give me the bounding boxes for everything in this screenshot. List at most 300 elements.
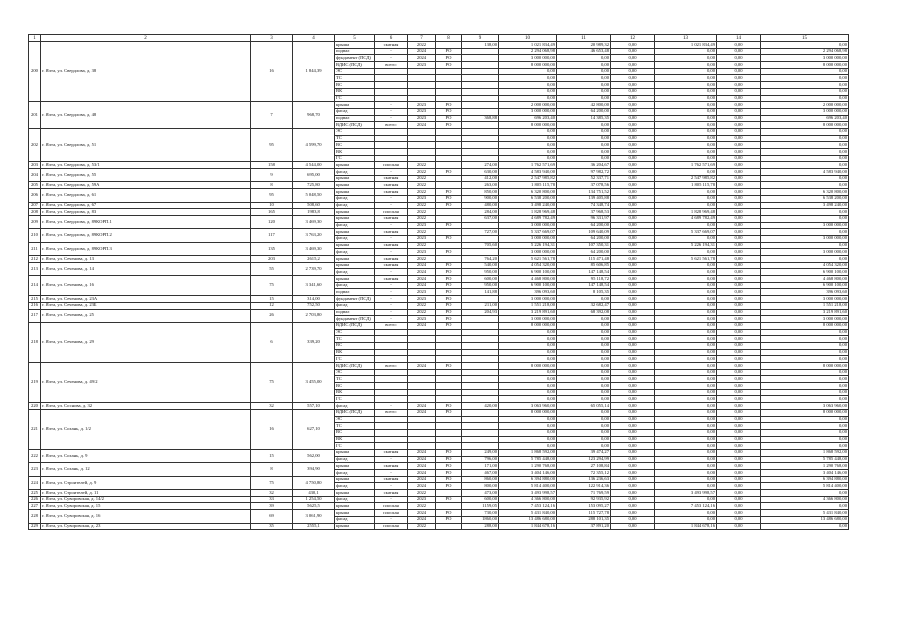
data-cell: 0,00 bbox=[611, 510, 655, 517]
table-row bbox=[29, 42, 849, 49]
data-cell: 0,00 bbox=[717, 322, 761, 329]
data-cell: 3 000 000,00 bbox=[761, 296, 849, 303]
data-cell: 0,00 bbox=[611, 195, 655, 202]
data-cell: 0,00 bbox=[655, 309, 717, 316]
data-cell: скатная bbox=[375, 42, 408, 49]
column-number-cell: 12 bbox=[611, 35, 655, 42]
data-cell: 0,00 bbox=[761, 369, 849, 376]
data-cell: 0,00 bbox=[717, 309, 761, 316]
data-cell: 3 000 000,00 bbox=[499, 55, 557, 62]
data-cell: плоская bbox=[375, 503, 408, 510]
data-cell: 0,00 bbox=[611, 235, 655, 242]
data-cell: 800,00 bbox=[462, 483, 499, 490]
data-cell: РО bbox=[436, 235, 462, 242]
column-3-cell: 15 bbox=[251, 296, 293, 303]
data-cell: 6 394 880,00 bbox=[499, 476, 557, 483]
data-cell: 0,00 bbox=[761, 443, 849, 450]
data-cell: РО bbox=[436, 276, 462, 283]
data-cell: 368,88 bbox=[462, 115, 499, 122]
address-cell: г. Ялта, ул. Свердлова, д. 48 bbox=[41, 102, 251, 129]
data-cell: 0,00 bbox=[611, 202, 655, 209]
data-cell: РО bbox=[436, 102, 462, 109]
data-cell: 0,00 bbox=[611, 142, 655, 149]
data-cell: 0,00 bbox=[557, 342, 611, 349]
address-cell: г. Ялта, ул. Суворовская, д. 16 bbox=[41, 510, 251, 523]
data-cell: 396 093,60 bbox=[761, 289, 849, 296]
data-cell: 95 118,72 bbox=[557, 276, 611, 283]
data-cell: 0,00 bbox=[655, 235, 717, 242]
data-cell: 0,00 bbox=[557, 363, 611, 370]
data-cell: 3 063 960,00 bbox=[761, 403, 849, 410]
data-cell: 72 355,12 bbox=[557, 470, 611, 477]
table-row bbox=[29, 242, 849, 249]
data-cell: 0,00 bbox=[611, 282, 655, 289]
data-cell: 0,00 bbox=[611, 376, 655, 383]
data-cell: 2022 bbox=[408, 490, 436, 497]
data-cell: 1 828 969,48 bbox=[655, 209, 717, 216]
data-cell bbox=[436, 423, 462, 430]
address-cell: г. Ялта, ул. Сеченова, д. 13 bbox=[41, 256, 251, 263]
data-cell: 0,00 bbox=[655, 443, 717, 450]
data-cell: 0,00 bbox=[717, 436, 761, 443]
data-cell: 0,00 bbox=[499, 429, 557, 436]
area-cell: 1983,8 bbox=[293, 209, 335, 216]
data-cell bbox=[462, 75, 499, 82]
column-3-cell: 33 bbox=[251, 496, 293, 503]
column-3-cell: 32 bbox=[251, 490, 293, 497]
address-cell: г. Ялта, ул. Суворовская, д. 23 bbox=[41, 523, 251, 530]
data-cell: 2022 bbox=[408, 182, 436, 189]
data-cell: 0,00 bbox=[499, 369, 557, 376]
data-cell: фасад bbox=[335, 222, 375, 229]
data-cell: 0,00 bbox=[655, 75, 717, 82]
data-cell: 109 640,09 bbox=[557, 229, 611, 236]
data-cell: 0,00 bbox=[717, 523, 761, 530]
data-cell bbox=[436, 429, 462, 436]
data-cell: 2022 bbox=[408, 189, 436, 196]
area-cell: 339,20 bbox=[293, 322, 335, 362]
data-cell: 2023 bbox=[408, 496, 436, 503]
data-cell: 20 989,32 bbox=[557, 42, 611, 49]
table-row bbox=[29, 229, 849, 236]
data-cell: 0,00 bbox=[655, 55, 717, 62]
data-cell: 2024 bbox=[408, 449, 436, 456]
data-cell: 1 828 969,48 bbox=[499, 209, 557, 216]
column-3-cell: 75 bbox=[251, 476, 293, 489]
data-cell: подвал bbox=[335, 48, 375, 55]
data-cell bbox=[436, 242, 462, 249]
data-cell: 0,00 bbox=[655, 476, 717, 483]
data-cell: 0,00 bbox=[557, 62, 611, 69]
column-number-cell: 11 bbox=[557, 35, 611, 42]
data-cell: - bbox=[375, 115, 408, 122]
data-cell: - bbox=[375, 483, 408, 490]
data-cell bbox=[462, 329, 499, 336]
data-cell: 6 900 100,00 bbox=[761, 282, 849, 289]
table-row bbox=[29, 449, 849, 456]
data-cell: ГС bbox=[335, 443, 375, 450]
data-cell: 0,00 bbox=[717, 329, 761, 336]
data-cell bbox=[436, 229, 462, 236]
data-cell bbox=[408, 383, 436, 390]
row-number-cell: 204 bbox=[29, 169, 41, 182]
data-cell: РО bbox=[436, 269, 462, 276]
address-cell: г. Ялта, ул. Суворовская, д. 15 bbox=[41, 503, 251, 510]
data-cell bbox=[375, 82, 408, 89]
data-cell bbox=[462, 222, 499, 229]
data-cell: 0,00 bbox=[717, 449, 761, 456]
column-3-cell: 10 bbox=[251, 202, 293, 209]
data-cell: 0,00 bbox=[611, 128, 655, 135]
address-cell: г. Ялта, ул. Сохань, д. 9 bbox=[41, 449, 251, 462]
data-cell: 0,00 bbox=[717, 209, 761, 216]
data-cell: фасад bbox=[335, 456, 375, 463]
data-cell: фасад bbox=[335, 403, 375, 410]
data-cell bbox=[462, 68, 499, 75]
data-cell: 0,00 bbox=[655, 363, 717, 370]
data-cell: 0,00 bbox=[761, 42, 849, 49]
data-cell: 0,00 bbox=[499, 356, 557, 363]
data-cell: ЭС bbox=[335, 68, 375, 75]
data-cell bbox=[436, 149, 462, 156]
column-3-cell: 16 bbox=[251, 409, 293, 449]
address-cell: г. Ялта, ул. Свердлова, д. 55 bbox=[41, 169, 251, 182]
document-sheet bbox=[28, 34, 848, 530]
data-cell: 2023 bbox=[408, 102, 436, 109]
row-number-cell: 208 bbox=[29, 209, 41, 216]
data-cell: 96 331,97 bbox=[557, 215, 611, 222]
data-cell: 0,00 bbox=[499, 349, 557, 356]
data-cell: РО bbox=[436, 108, 462, 115]
data-cell bbox=[375, 423, 408, 430]
data-cell: 134 751,52 bbox=[557, 189, 611, 196]
data-cell: 0,00 bbox=[611, 62, 655, 69]
area-cell: 4 544,00 bbox=[293, 162, 335, 169]
data-cell bbox=[462, 88, 499, 95]
data-cell: подвал bbox=[335, 309, 375, 316]
area-cell: 5 048,50 bbox=[293, 189, 335, 202]
data-cell: 288,00 bbox=[462, 523, 499, 530]
data-cell: 1 021 834,49 bbox=[655, 42, 717, 49]
data-cell: - bbox=[375, 296, 408, 303]
data-cell bbox=[375, 349, 408, 356]
data-cell: 0,00 bbox=[717, 369, 761, 376]
data-cell: 0,00 bbox=[717, 62, 761, 69]
data-cell: 3 000 000,00 bbox=[499, 296, 557, 303]
data-cell: 0,00 bbox=[717, 215, 761, 222]
data-cell: 0,00 bbox=[761, 229, 849, 236]
column-3-cell: 12 bbox=[251, 302, 293, 309]
data-cell: 32 682,47 bbox=[557, 302, 611, 309]
data-cell bbox=[436, 95, 462, 102]
data-cell: 0,00 bbox=[557, 429, 611, 436]
data-cell: ВС bbox=[335, 342, 375, 349]
column-number-cell: 5 bbox=[335, 35, 375, 42]
data-cell: 705,60 bbox=[462, 242, 499, 249]
data-cell: фундамент (ПСД) bbox=[335, 316, 375, 323]
data-cell: 0,00 bbox=[611, 95, 655, 102]
data-cell: 0,00 bbox=[499, 82, 557, 89]
data-cell: ВДИС (ПСД) bbox=[335, 409, 375, 416]
data-cell: 0,00 bbox=[717, 276, 761, 283]
data-cell bbox=[436, 329, 462, 336]
data-cell: 0,00 bbox=[717, 55, 761, 62]
data-cell bbox=[462, 155, 499, 162]
header-row bbox=[29, 35, 849, 42]
data-cell: 115 727,78 bbox=[557, 510, 611, 517]
data-cell: - bbox=[375, 269, 408, 276]
data-cell: 2024 bbox=[408, 48, 436, 55]
data-cell: 0,00 bbox=[611, 169, 655, 176]
data-cell: 0,00 bbox=[761, 128, 849, 135]
column-3-cell: 8 bbox=[251, 463, 293, 476]
data-cell: 0,00 bbox=[717, 128, 761, 135]
row-number-cell: 201 bbox=[29, 102, 41, 129]
area-cell: 4 750,80 bbox=[293, 476, 335, 489]
data-cell: 0,00 bbox=[655, 222, 717, 229]
data-cell: 37 078,56 bbox=[557, 182, 611, 189]
table-row bbox=[29, 189, 849, 196]
data-cell: 0,00 bbox=[655, 510, 717, 517]
data-cell: 8 000 000,00 bbox=[499, 62, 557, 69]
data-cell: 0,00 bbox=[655, 149, 717, 156]
data-cell bbox=[408, 436, 436, 443]
data-cell bbox=[436, 42, 462, 49]
data-cell: 630,00 bbox=[462, 169, 499, 176]
data-cell: 0,00 bbox=[761, 423, 849, 430]
data-cell: 1 290 768,00 bbox=[499, 463, 557, 470]
data-cell bbox=[436, 396, 462, 403]
data-cell: 107 350,31 bbox=[557, 242, 611, 249]
area-cell: 2 739,70 bbox=[293, 262, 335, 275]
data-cell: 2023 bbox=[408, 235, 436, 242]
data-cell: 263,00 bbox=[462, 182, 499, 189]
row-number-cell: 210 bbox=[29, 229, 41, 242]
data-cell: 0,00 bbox=[655, 282, 717, 289]
data-cell: скатная bbox=[375, 229, 408, 236]
data-cell: 0,00 bbox=[557, 436, 611, 443]
data-cell: 0,00 bbox=[557, 376, 611, 383]
data-cell: 0,00 bbox=[717, 376, 761, 383]
data-cell: 3 493 998,57 bbox=[499, 490, 557, 497]
table-row bbox=[29, 476, 849, 483]
data-cell: 0,00 bbox=[655, 409, 717, 416]
data-cell: 2022 bbox=[408, 42, 436, 49]
data-cell: 0,00 bbox=[611, 523, 655, 530]
data-cell: 2024 bbox=[408, 269, 436, 276]
data-cell: 153 095,27 bbox=[557, 503, 611, 510]
data-cell: 0,00 bbox=[761, 383, 849, 390]
data-cell: 0,00 bbox=[761, 209, 849, 216]
data-cell: 0,00 bbox=[717, 490, 761, 497]
row-number-cell: 220 bbox=[29, 403, 41, 410]
data-cell bbox=[436, 75, 462, 82]
data-cell: 0,00 bbox=[611, 463, 655, 470]
data-cell: 5 337 669,07 bbox=[499, 229, 557, 236]
data-cell: 0,00 bbox=[655, 389, 717, 396]
data-cell: - bbox=[375, 470, 408, 477]
data-cell: 2024 bbox=[408, 363, 436, 370]
data-cell: 3 000 000,00 bbox=[499, 316, 557, 323]
data-cell: 2024 bbox=[408, 470, 436, 477]
column-3-cell: 95 bbox=[251, 128, 293, 161]
area-cell: 3 763,20 bbox=[293, 229, 335, 242]
data-cell: крыша bbox=[335, 215, 375, 222]
data-cell: РО bbox=[436, 115, 462, 122]
data-cell: 0,00 bbox=[611, 409, 655, 416]
table-row bbox=[29, 403, 849, 410]
data-cell bbox=[462, 235, 499, 242]
data-cell: 3 000 000,00 bbox=[761, 55, 849, 62]
data-cell: 0,00 bbox=[557, 443, 611, 450]
data-cell: 68 392,08 bbox=[557, 309, 611, 316]
data-cell: 0,00 bbox=[655, 383, 717, 390]
data-cell: 284,00 bbox=[462, 209, 499, 216]
data-cell bbox=[375, 383, 408, 390]
data-cell: 3 219 891,60 bbox=[761, 309, 849, 316]
data-cell: 71 769,59 bbox=[557, 490, 611, 497]
data-cell: 0,00 bbox=[717, 516, 761, 523]
data-cell: РО bbox=[436, 483, 462, 490]
data-cell: 1159,05 bbox=[462, 503, 499, 510]
data-cell bbox=[408, 68, 436, 75]
data-cell: 2024 bbox=[408, 403, 436, 410]
data-cell: 0,00 bbox=[761, 256, 849, 263]
data-cell: 0,00 bbox=[499, 68, 557, 75]
data-cell: 0,00 bbox=[655, 322, 717, 329]
data-cell: 0,00 bbox=[611, 436, 655, 443]
data-cell: 0,00 bbox=[611, 182, 655, 189]
data-cell: 0,00 bbox=[557, 322, 611, 329]
address-cell: г. Ялта, ул. Сохань, д. 1/2 bbox=[41, 409, 251, 449]
data-cell: 147 148,54 bbox=[557, 282, 611, 289]
data-cell: 0,00 bbox=[655, 48, 717, 55]
column-3-cell: 69 bbox=[251, 510, 293, 523]
data-cell: 0,00 bbox=[717, 296, 761, 303]
data-cell: 74 348,74 bbox=[557, 202, 611, 209]
data-cell: ВС bbox=[335, 142, 375, 149]
data-cell: 0,00 bbox=[611, 256, 655, 263]
data-cell: 0,00 bbox=[611, 162, 655, 169]
data-cell: крыша bbox=[335, 189, 375, 196]
area-cell: 968,70 bbox=[293, 102, 335, 129]
data-cell: фасад bbox=[335, 249, 375, 256]
data-cell bbox=[462, 356, 499, 363]
data-cell bbox=[408, 356, 436, 363]
data-cell: 0,00 bbox=[761, 215, 849, 222]
data-cell: 1 805 115,78 bbox=[655, 182, 717, 189]
data-cell: 1 290 768,00 bbox=[761, 463, 849, 470]
data-cell bbox=[408, 396, 436, 403]
column-3-cell: 135 bbox=[251, 242, 293, 255]
data-cell: - bbox=[375, 195, 408, 202]
data-cell: 6 538 200,00 bbox=[761, 195, 849, 202]
data-cell: 0,00 bbox=[655, 436, 717, 443]
data-cell bbox=[462, 128, 499, 135]
data-cell: 0,00 bbox=[499, 75, 557, 82]
data-cell: 950,00 bbox=[462, 282, 499, 289]
data-cell: 171,00 bbox=[462, 463, 499, 470]
data-cell: - bbox=[375, 496, 408, 503]
address-cell: г. Ялта, ул. Свердлова, д. 89КОРП.2 bbox=[41, 229, 251, 242]
address-cell: г. Ялта, ул. Сеченова, д. 49/2 bbox=[41, 363, 251, 403]
data-cell bbox=[462, 349, 499, 356]
data-cell: 3 000 000,00 bbox=[761, 235, 849, 242]
data-cell: 0,00 bbox=[557, 409, 611, 416]
data-cell: 0,00 bbox=[717, 75, 761, 82]
data-cell: 0,00 bbox=[717, 95, 761, 102]
row-number-cell: 217 bbox=[29, 309, 41, 322]
data-cell: 8 000 000,00 bbox=[761, 363, 849, 370]
data-cell bbox=[462, 436, 499, 443]
table-row bbox=[29, 490, 849, 497]
data-cell bbox=[436, 349, 462, 356]
data-cell: 0,00 bbox=[611, 476, 655, 483]
address-cell: г. Ялта, ул. Сохань, д. 12 bbox=[41, 463, 251, 476]
area-cell: 557,10 bbox=[293, 403, 335, 410]
data-cell bbox=[462, 108, 499, 115]
data-cell: 3 000 000,00 bbox=[761, 316, 849, 323]
data-cell: 52 337,71 bbox=[557, 175, 611, 182]
data-cell bbox=[408, 329, 436, 336]
column-3-cell: 8 bbox=[251, 182, 293, 189]
data-cell: РО bbox=[436, 169, 462, 176]
data-cell: 396 093,60 bbox=[499, 289, 557, 296]
data-cell: 0,00 bbox=[655, 336, 717, 343]
row-number-cell: 224 bbox=[29, 476, 41, 489]
row-number-cell: 203 bbox=[29, 162, 41, 169]
data-cell: 6 320 800,00 bbox=[499, 189, 557, 196]
data-cell: 1 021 834,49 bbox=[499, 42, 557, 49]
data-cell: 0,00 bbox=[557, 396, 611, 403]
data-cell: 64 200,00 bbox=[557, 235, 611, 242]
data-cell: 0,00 bbox=[717, 162, 761, 169]
data-cell: 0,00 bbox=[655, 102, 717, 109]
data-cell: 0,00 bbox=[499, 128, 557, 135]
data-cell: фасад bbox=[335, 235, 375, 242]
column-number-cell: 7 bbox=[408, 35, 436, 42]
table-row bbox=[29, 523, 849, 530]
data-cell: крыша bbox=[335, 463, 375, 470]
data-cell: 0,00 bbox=[611, 276, 655, 283]
data-cell bbox=[436, 356, 462, 363]
data-cell: 0,00 bbox=[717, 356, 761, 363]
data-cell: крыша bbox=[335, 276, 375, 283]
table-row bbox=[29, 215, 849, 222]
data-cell: 0,00 bbox=[717, 175, 761, 182]
data-cell: 0,00 bbox=[717, 169, 761, 176]
data-cell bbox=[436, 209, 462, 216]
data-cell bbox=[375, 429, 408, 436]
data-cell: - bbox=[375, 102, 408, 109]
row-number-cell: 228 bbox=[29, 510, 41, 523]
address-cell: г. Ялта, ул. Свердлова, д. 59А bbox=[41, 182, 251, 189]
data-cell: фасад bbox=[335, 516, 375, 523]
data-cell: РО bbox=[436, 403, 462, 410]
data-cell: 8 105,35 bbox=[557, 289, 611, 296]
data-cell: ГС bbox=[335, 396, 375, 403]
data-cell: 85 606,85 bbox=[557, 262, 611, 269]
data-cell bbox=[375, 336, 408, 343]
data-cell: 2024 bbox=[408, 282, 436, 289]
data-cell: 0,00 bbox=[761, 503, 849, 510]
data-cell: скатная bbox=[375, 449, 408, 456]
data-cell: крыша bbox=[335, 510, 375, 517]
address-cell: г. Ялта, ул. Свердлова, д. 67 bbox=[41, 202, 251, 209]
data-cell: 0,00 bbox=[611, 48, 655, 55]
data-cell: 122 914,36 bbox=[557, 483, 611, 490]
table-row bbox=[29, 510, 849, 517]
